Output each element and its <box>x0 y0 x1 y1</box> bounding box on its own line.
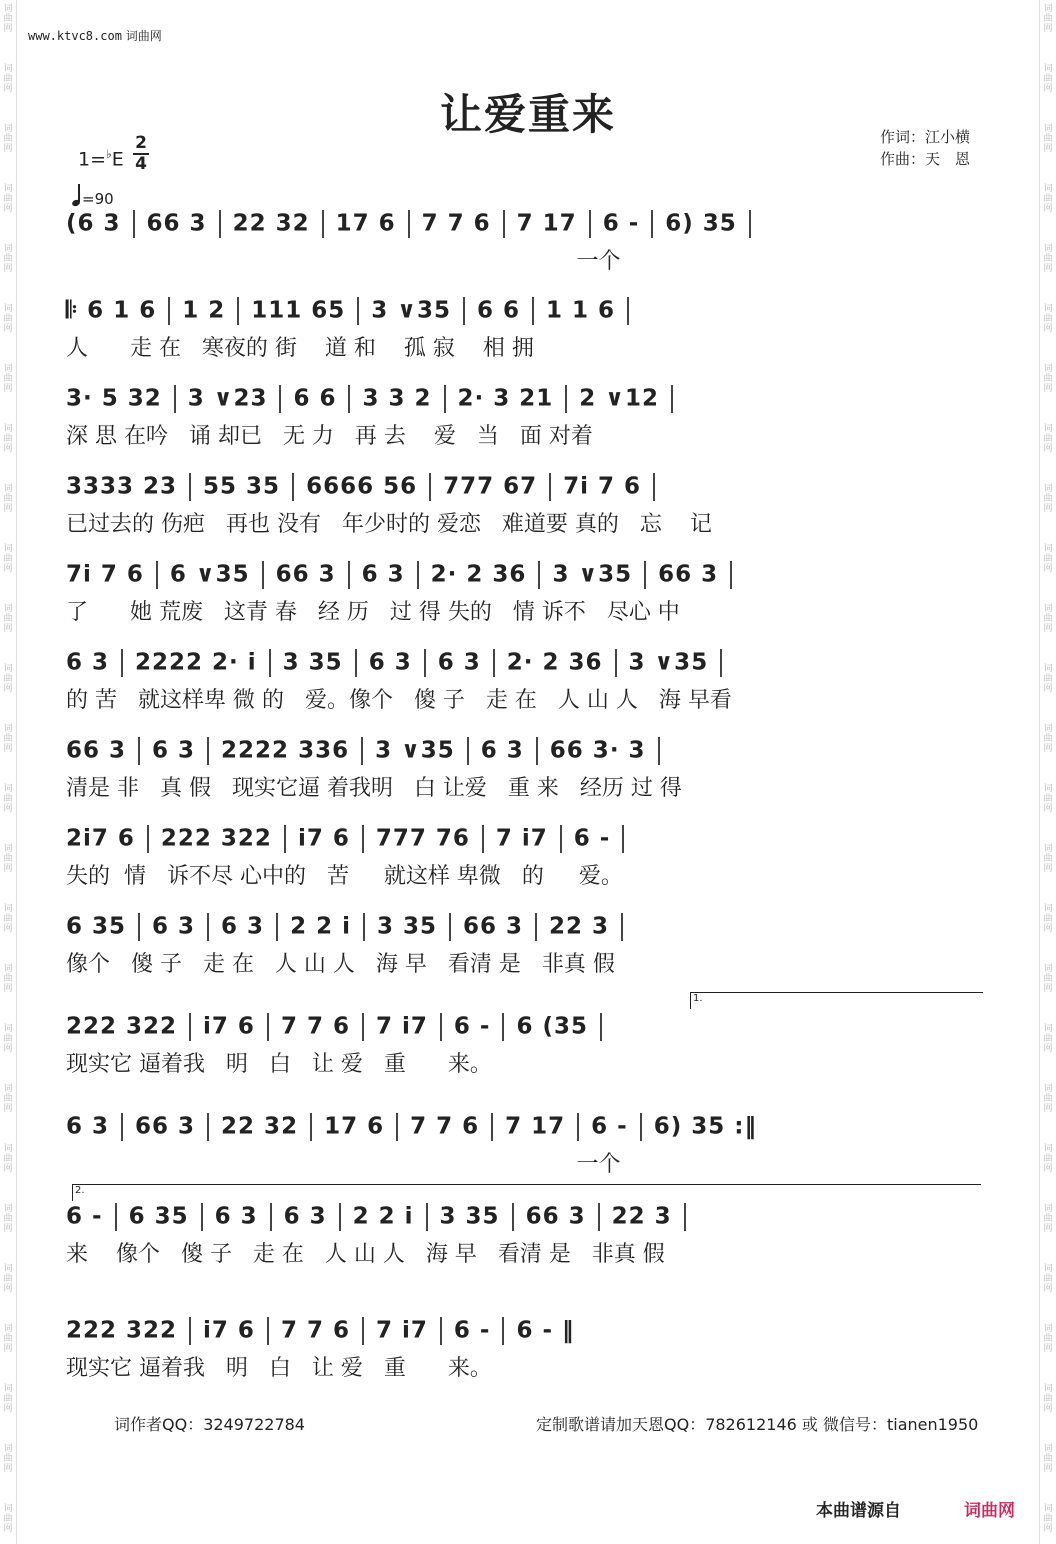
side-watermark-text: 词曲网 <box>3 1324 13 1354</box>
side-watermark-text: 词曲网 <box>3 604 13 634</box>
barline <box>463 297 465 325</box>
side-watermark-text: 词曲网 <box>3 484 13 514</box>
measure: 55 35 <box>203 473 281 500</box>
measure: 2 2 i <box>290 913 351 940</box>
measure: 6 6 <box>476 297 520 324</box>
barline <box>644 561 646 589</box>
barline <box>207 1113 209 1141</box>
measure: 66 3 <box>525 1203 586 1230</box>
lyric-row: 一个 <box>66 1152 621 1177</box>
measure: 2222 336 <box>221 737 350 764</box>
notation-row <box>66 473 980 509</box>
side-watermark-text: 词曲网 <box>3 1444 13 1474</box>
lyricist-credit: 作词：江小横 <box>880 128 971 146</box>
measure: 6 3 <box>480 737 524 764</box>
barline <box>362 825 364 853</box>
measure: 1 2 <box>182 297 226 324</box>
barline <box>749 210 751 238</box>
measure: 222 322 <box>66 1013 178 1040</box>
notation-row <box>66 649 980 685</box>
side-watermark-text: 词曲网 <box>1043 1504 1053 1534</box>
measure: 6 - ‖ <box>516 1317 575 1344</box>
barline <box>532 297 534 325</box>
measure: 3 ∨35 <box>371 297 451 324</box>
lyric-row: 的 苦 就这样卑 微 的 爱。像个 傻 子 走 在 人 山 人 海 早看 <box>66 688 732 713</box>
barline <box>512 1203 514 1231</box>
barline <box>467 737 469 765</box>
side-watermark-text: 词曲网 <box>3 1144 13 1174</box>
barline <box>189 473 191 501</box>
barline <box>168 297 170 325</box>
barline <box>189 1317 191 1345</box>
barline <box>502 1013 504 1041</box>
barline <box>396 1113 398 1141</box>
side-watermark-text: 词曲网 <box>3 1384 13 1414</box>
measure: 𝄆 6 1 6 <box>66 297 157 324</box>
barline <box>671 385 673 413</box>
notation-row <box>66 1317 980 1353</box>
measure: 7 17 <box>516 210 577 237</box>
barline <box>362 1013 364 1041</box>
barline <box>348 561 350 589</box>
measure: 6 3 <box>361 561 405 588</box>
notation-row <box>66 1203 980 1239</box>
barline <box>284 825 286 853</box>
side-watermark-text: 词曲网 <box>1043 244 1053 274</box>
song-title: 让爱重来 <box>439 90 616 139</box>
second-ending-bracket: 2. <box>72 1184 981 1201</box>
barline <box>292 473 294 501</box>
side-watermark-text: 词曲网 <box>1043 304 1053 334</box>
barline <box>267 1013 269 1041</box>
barline <box>121 649 123 677</box>
barline <box>684 1203 686 1231</box>
measure: 6 35 <box>128 1203 189 1230</box>
lyric-row: 像个 傻 子 走 在 人 山 人 海 早 看清 是 非真 假 <box>66 952 615 977</box>
measure: 777 67 <box>443 473 538 500</box>
measure: 2· 3 21 <box>457 385 554 412</box>
site-url[interactable]: www.ktvc8.com <box>28 29 122 43</box>
barline <box>598 1203 600 1231</box>
lyric-row: 深 思 在吟 诵 却已 无 力 再 去 爱 当 面 对着 <box>66 424 593 449</box>
lyric-row: 一个 <box>66 249 621 274</box>
lyricist-contact: 词作者QQ：3249722784 <box>114 1415 305 1434</box>
measure: 3 35 <box>439 1203 500 1230</box>
side-watermark-text: 词曲网 <box>1043 1024 1053 1054</box>
barline <box>237 297 239 325</box>
side-watermark-text: 词曲网 <box>3 1084 13 1114</box>
source-label: 本曲谱源自 <box>816 1501 901 1521</box>
side-watermark-text: 词曲网 <box>1043 1444 1053 1474</box>
barline <box>133 210 135 238</box>
barline <box>361 737 363 765</box>
lyric-row: 现实它 逼着我 明 白 让 爱 重 来。 <box>66 1356 492 1381</box>
side-watermark-text: 词曲网 <box>1043 664 1053 694</box>
measure: 6 - <box>602 210 640 237</box>
barline <box>565 385 567 413</box>
measure: 6 3 <box>66 1113 110 1140</box>
barline <box>589 210 591 238</box>
measure: 6 3 <box>368 649 412 676</box>
measure: 66 3 <box>463 913 524 940</box>
site-name: 词曲网 <box>125 29 162 43</box>
side-watermark-text: 词曲网 <box>3 844 13 874</box>
measure: 6666 56 <box>306 473 418 500</box>
measure: 222 322 <box>160 825 272 852</box>
side-watermark-text: 词曲网 <box>1043 424 1053 454</box>
measure: 7 7 6 <box>280 1013 350 1040</box>
barline <box>538 561 540 589</box>
side-watermark-text: 词曲网 <box>3 664 13 694</box>
barline <box>207 737 209 765</box>
barline <box>201 1203 203 1231</box>
barline <box>627 297 629 325</box>
lyric-row: 来 像个 傻 子 走 在 人 山 人 海 早 看清 是 非真 假 <box>66 1242 665 1267</box>
side-watermark-text: 词曲网 <box>3 964 13 994</box>
measure: 3 ∨35 <box>628 649 709 676</box>
measure: 66 3 <box>658 561 719 588</box>
right-watermark-strip <box>1039 0 1056 1544</box>
measure: 66 3 <box>275 561 336 588</box>
barline <box>426 1203 428 1231</box>
side-watermark-text: 词曲网 <box>3 1024 13 1054</box>
barline <box>138 737 140 765</box>
measure: 22 32 <box>221 1113 299 1140</box>
barline <box>549 473 551 501</box>
barline <box>138 913 140 941</box>
barline <box>339 1203 341 1231</box>
side-watermark-text: 词曲网 <box>1043 124 1053 154</box>
side-watermark-text: 词曲网 <box>1043 1264 1053 1294</box>
side-watermark-text: 词曲网 <box>1043 1384 1053 1414</box>
side-watermark-text: 词曲网 <box>1043 1324 1053 1354</box>
measure: 3 ∨35 <box>375 737 455 764</box>
measure: 7i 7 6 <box>563 473 642 500</box>
measure: 6 - <box>66 1203 103 1230</box>
measure: 2222 2· i <box>135 649 257 676</box>
measure: 6 3 <box>214 1203 258 1230</box>
lyric-row: 清是 非 真 假 现实它逼 着我明 白 让爱 重 来 经历 过 得 <box>66 776 682 801</box>
notation-row <box>66 737 980 773</box>
notation-row <box>66 1113 980 1149</box>
measure: 22 32 <box>232 210 310 237</box>
side-watermark-text: 词曲网 <box>3 424 13 454</box>
notation-row <box>66 210 980 246</box>
measure: 3 35 <box>282 649 343 676</box>
side-watermark-text: 词曲网 <box>3 4 13 34</box>
barline <box>440 1013 442 1041</box>
barline <box>444 385 446 413</box>
measure: 3 ∨23 <box>187 385 268 412</box>
measure: 7 i7 <box>375 1013 428 1040</box>
barline <box>600 1013 602 1041</box>
side-watermark-text: 词曲网 <box>1043 904 1053 934</box>
side-watermark-text: 词曲网 <box>1043 1144 1053 1174</box>
barline <box>357 297 359 325</box>
barline <box>270 1203 272 1231</box>
measure: 2 ∨12 <box>579 385 659 412</box>
measure: 6) 35 <box>665 210 737 237</box>
source-site-link[interactable]: 词曲网 <box>964 1501 1015 1521</box>
barline <box>156 561 158 589</box>
side-watermark-text: 词曲网 <box>1043 364 1053 394</box>
side-watermark-text: 词曲网 <box>1043 844 1053 874</box>
side-watermark-text: 词曲网 <box>1043 964 1053 994</box>
barline <box>535 913 537 941</box>
measure: 3 3 2 <box>362 385 432 412</box>
measure: 66 3 <box>66 737 127 764</box>
measure: 66 3· 3 <box>549 737 646 764</box>
barline <box>408 210 410 238</box>
lyric-row: 失的 情 诉不尽 心中的 苦 就这样 卑微 的 爱。 <box>66 864 623 889</box>
notation-row <box>66 825 980 861</box>
measure: 6 3 <box>66 649 110 676</box>
barline <box>720 649 722 677</box>
notation-row <box>66 561 980 597</box>
side-watermark-text: 词曲网 <box>3 1264 13 1294</box>
barline <box>121 1113 123 1141</box>
barline <box>174 385 176 413</box>
side-watermark-text: 词曲网 <box>3 64 13 94</box>
barline <box>424 649 426 677</box>
measure: 6 3 <box>152 737 196 764</box>
side-watermark-text: 词曲网 <box>1043 184 1053 214</box>
side-watermark-text: 词曲网 <box>3 1204 13 1234</box>
measure: i7 6 <box>297 825 350 852</box>
lyric-row: 了 她 荒废 这青 春 经 历 过 得 失的 情 诉不 尽心 中 <box>66 600 680 625</box>
measure: 7 7 6 <box>410 1113 480 1140</box>
side-watermark-text: 词曲网 <box>1043 1204 1053 1234</box>
measure: 17 6 <box>324 1113 385 1140</box>
measure: 6) 35 :‖ <box>653 1113 757 1140</box>
measure: 3 ∨35 <box>552 561 633 588</box>
barline <box>115 1203 117 1231</box>
measure: 1 1 6 <box>545 297 616 324</box>
lyric-row: 现实它 逼着我 明 白 让 爱 重 来。 <box>66 1052 492 1077</box>
barline <box>615 649 617 677</box>
measure: 2· 2 36 <box>506 649 603 676</box>
measure: 7 i7 <box>375 1317 428 1344</box>
barline <box>658 737 660 765</box>
barline <box>440 1317 442 1345</box>
measure: 6 3 <box>283 1203 327 1230</box>
measure: 2i7 6 <box>66 825 135 852</box>
left-watermark-strip <box>0 0 17 1544</box>
measure: 6 6 <box>293 385 337 412</box>
measure: 22 3 <box>549 913 610 940</box>
measure: 6 35 <box>66 913 127 940</box>
lyric-row: 已过去的 伤疤 再也 没有 年少时的 爱恋 难道要 真的 忘 记 <box>66 512 712 537</box>
side-watermark-text: 词曲网 <box>3 244 13 274</box>
side-watermark-text: 词曲网 <box>1043 64 1053 94</box>
flat-icon: ♭ <box>106 147 112 161</box>
lyric-row: 人 走 在 寒夜的 街 道 和 孤 寂 相 拥 <box>66 336 534 361</box>
side-watermark-text: 词曲网 <box>3 184 13 214</box>
barline <box>363 913 365 941</box>
barline <box>429 473 431 501</box>
measure: 66 3 <box>135 1113 196 1140</box>
measure: 22 3 <box>611 1203 672 1230</box>
measure: 66 3 <box>146 210 207 237</box>
barline <box>493 649 495 677</box>
notation-row <box>66 385 980 421</box>
notation-row <box>66 297 980 333</box>
key-signature: 1=♭E <box>78 147 124 171</box>
measure: 777 76 <box>375 825 470 852</box>
site-header <box>28 27 162 44</box>
side-watermark-text: 词曲网 <box>3 1504 13 1534</box>
time-signature: 2 4 <box>132 134 150 174</box>
barline <box>322 210 324 238</box>
measure: 6 - <box>573 825 611 852</box>
tempo-marking: =90 <box>72 186 114 208</box>
measure: 3· 5 32 <box>66 385 162 412</box>
measure: 7 7 6 <box>421 210 491 237</box>
barline <box>276 913 278 941</box>
barline <box>207 913 209 941</box>
measure: i7 6 <box>203 1013 255 1040</box>
side-watermark-text: 词曲网 <box>3 304 13 334</box>
measure: 17 6 <box>335 210 396 237</box>
barline <box>577 1113 579 1141</box>
side-watermark-text: 词曲网 <box>3 724 13 754</box>
barline <box>730 561 732 589</box>
measure: 222 322 <box>66 1317 178 1344</box>
first-ending-bracket: 1. <box>690 992 983 1009</box>
composer-credit: 作曲：天 恩 <box>880 150 971 168</box>
side-watermark-text: 词曲网 <box>1043 484 1053 514</box>
barline <box>621 913 623 941</box>
barline <box>279 385 281 413</box>
side-watermark-text: 词曲网 <box>3 364 13 394</box>
barline <box>491 1113 493 1141</box>
barline <box>348 385 350 413</box>
barline <box>355 649 357 677</box>
side-watermark-text: 词曲网 <box>3 784 13 814</box>
notation-row <box>66 1013 980 1049</box>
measure: 6 - <box>453 1013 491 1040</box>
barline <box>502 1317 504 1345</box>
measure: 111 65 <box>251 297 346 324</box>
measure: 6 3 <box>437 649 481 676</box>
measure: 7 i7 <box>495 825 548 852</box>
side-watermark-text: 词曲网 <box>1043 724 1053 754</box>
measure: (6 3 <box>66 210 121 237</box>
barline <box>219 210 221 238</box>
credits <box>880 126 970 170</box>
side-watermark-text: 词曲网 <box>3 124 13 154</box>
barline <box>622 825 624 853</box>
barline <box>560 825 562 853</box>
measure: 6 3 <box>152 913 196 940</box>
side-watermark-text: 词曲网 <box>1043 1084 1053 1114</box>
measure: 2· 2 36 <box>430 561 527 588</box>
barline <box>269 649 271 677</box>
barline <box>503 210 505 238</box>
barline <box>640 1113 642 1141</box>
measure: 6 ∨35 <box>169 561 250 588</box>
measure: 6 - <box>453 1317 491 1344</box>
side-watermark-text: 词曲网 <box>1043 544 1053 574</box>
barline <box>449 913 451 941</box>
measure: 6 (35 <box>516 1013 588 1040</box>
barline <box>417 561 419 589</box>
barline <box>362 1317 364 1345</box>
side-watermark-text: 词曲网 <box>1043 4 1053 34</box>
side-watermark-text: 词曲网 <box>1043 604 1053 634</box>
measure: 2 2 i <box>352 1203 414 1230</box>
barline <box>536 737 538 765</box>
measure: 3333 23 <box>66 473 178 500</box>
side-watermark-text: 词曲网 <box>3 544 13 574</box>
side-watermark-text: 词曲网 <box>1043 784 1053 814</box>
measure: 3 35 <box>376 913 437 940</box>
measure: i7 6 <box>203 1317 255 1344</box>
measure: 6 3 <box>221 913 265 940</box>
barline <box>267 1317 269 1345</box>
barline <box>653 473 655 501</box>
side-watermark-text: 词曲网 <box>3 904 13 934</box>
barline <box>189 1013 191 1041</box>
barline <box>310 1113 312 1141</box>
composer-contact: 定制歌谱请加天恩QQ：782612146 或 微信号：tianen1950 <box>536 1415 979 1434</box>
measure: 7 17 <box>505 1113 566 1140</box>
measure: 7i 7 6 <box>66 561 144 588</box>
measure: 7 7 6 <box>280 1317 350 1344</box>
barline <box>262 561 264 589</box>
barline <box>651 210 653 238</box>
notation-row <box>66 913 980 949</box>
measure: 6 - <box>591 1113 628 1140</box>
barline <box>482 825 484 853</box>
barline <box>147 825 149 853</box>
